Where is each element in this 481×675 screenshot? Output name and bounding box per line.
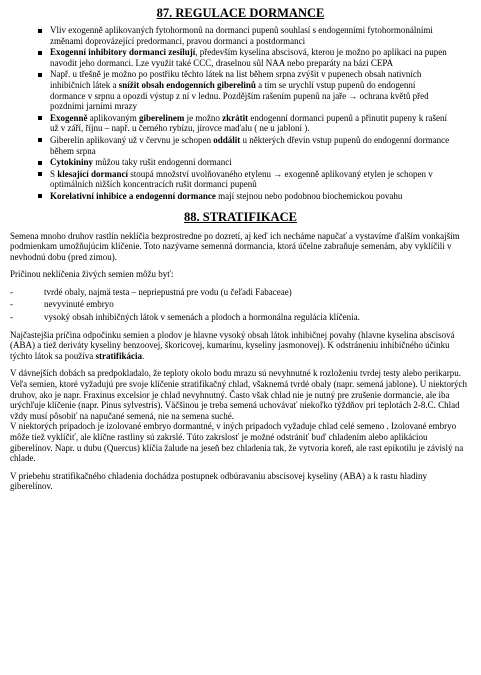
cause-item: - nevyvinuté embryo — [44, 299, 471, 310]
bullet-text: aplikovaným — [87, 112, 140, 123]
cause-item: - vysoký obsah inhibičných látok v semenách a plodoch a hormonálna regulácia klíčenia. — [44, 312, 471, 323]
bullet-bold-text: giberelinem — [139, 112, 185, 123]
regulace-bullet-item — [50, 47, 471, 68]
bullet-text: Např. u třešně je možno po postřiku těchto látek na list během srpna zvýšit v pupenech obsah nativních inhibičních látek a — [50, 69, 422, 90]
regulace-bullet-item — [50, 69, 471, 111]
bullet-bold-text: snížit obsah endogenních giberelinů — [118, 79, 256, 90]
regulace-bullet-item — [50, 191, 471, 202]
bullet-bold-text: Exogenně — [50, 112, 88, 123]
stratifikace-intro-paragraph: Semena mnoho druhov rastlín neklíčia bezprostredne po dozretí, aj keď ich necháme napučať a vystavíme ďalším vonkajším podmienkam umožňujúcim klíčenie. Toto nazývame semenná dormancia, ktorá účelne zabraňuje semenám, aby vyklíčili v nevhodnú dobu (pred zimou). — [10, 230, 460, 262]
regulace-bullet-item — [50, 113, 471, 134]
stratifikacia-term: stratifikácia — [95, 350, 142, 361]
cause-item: - tvrdé obaly, najmä testa – nepriepustná pre vodu (u čeľadi Fabaceae) — [44, 287, 471, 298]
bullet-bold-text: Cytokininy — [50, 157, 94, 168]
causes-lead-text: Príčinou neklíčenia živých semien môžu byť: — [10, 269, 174, 280]
inhibition-paragraph — [10, 330, 471, 362]
bullet-bold-text: Korelativní inhibice a endogenní dormance — [50, 190, 216, 201]
bullet-text: a tím se urychlí vstup pupenů do endogenní dormance v srpnu a opozdí výstup z ní v lednu. Pozdějším rašením pupenů na jaře → ochrana květů před pozdními jarními mrazy — [50, 79, 429, 112]
regulace-bullet-item — [50, 135, 471, 156]
history-paragraph: V dávnejších dobách sa predpokladalo, že teploty okolo bodu mrazu sú nevyhnutné k rozloženiu tvrdej testy alebo perikarpu. Veľa semien, ktoré vyžadujú pre svoje klíčenie stratifikačný chlad, všaknemá tvrdé obaly (napr. semená jablone). U niektorých druhov, ako je napr. Fraxinus excelsior je chlad nevyhnutný. Často však chlad nie je nutný pre zrušenie dormancie, ale iba urýchľuje klíčenie (napr. Pinus sylvestris). Väčšinou je treba semená uchovávať niekoľko týždňov pri teplotách 2-8.C. Chlad vždy musí pôsobiť na napučané semená, nie na semena suché. — [10, 368, 467, 421]
bullet-text: mají stejnou nebo podobnou biochemickou povahu — [215, 190, 403, 201]
section-title-regulace-dormance: 87. REGULACE DORMANCE — [156, 6, 325, 20]
bullet-bold-text: klesající dormancí — [57, 168, 129, 179]
bullet-text: endogenní dormanci pupenů a přinutit pupeny k rašení už v září, říjnu – např. u černého rybízu, jírovce maďalu ( ne u jabloní ). — [50, 112, 448, 134]
bullet-bold-text: zkrátit — [222, 112, 249, 123]
regulace-bullet-list — [10, 25, 471, 202]
embryo-paragraph: V niektorých prípadoch je izolované embryo dormantné, v iných prípadoch vyžaduje chlad celé semeno . Izolované embryo môže tiež vyklíčiť, ale klíčne rastliny sú zakrslé. Túto zakrslosť je možné odstrániť buď chladením alebo aplikáciou giberelínov. Napr. u dubu (Quercus) klíčia žalude na jeseň bez chladenia tak, že vytvoria koreň, ale rast epikotilu je závislý na chlade. — [10, 421, 464, 464]
bullet-text: , především kyselina abscisová, kterou je možno po aplikaci na pupen navodit jeho dormanci. Lze využít také CCC, draselnou sůl NAA nebo preparáty na bázi CEPA — [50, 47, 447, 68]
regulace-bullet-item — [50, 157, 471, 168]
bullet-text: je možno — [184, 112, 223, 123]
final-paragraph: V priebehu stratifikačného chladenia dochádza postupnek odbúravaniu abscisovej kyseliny (ABA) a k rastu hladiny giberelínov. — [10, 470, 427, 492]
bullet-text: Vliv exogenně aplikovaných fytohormonů na dormanci pupenů souhlasí s endogenními fytohormonálními změnami doprovázející predormanci, pravou dormanci a postdormanci — [50, 25, 433, 46]
inhibition-end: . — [141, 350, 145, 361]
bullet-text: S — [50, 168, 58, 179]
bullet-bold-text: Exogenní inhibitory dormanci zesilují — [50, 47, 196, 58]
causes-list — [10, 287, 471, 323]
bullet-text: u některých dřevin vstup pupenů do endogenní dormance během srpna — [50, 134, 450, 156]
inhibition-text: Najčastejšia príčina odpočinku semien a plodov je hlavne vysoký obsah látok inhibičnej povahy (hlavne kyselina abscisová (ABA) a tiež deriváty kyseliny benzoovej, škoricovej, kumarínu, kyseliny jasmonovej). K odstráneniu inhibičného účinku týchto látok sa používa — [10, 329, 455, 361]
regulace-bullet-item — [50, 25, 471, 46]
bullet-text: můžou taky rušit endogenní dormanci — [93, 157, 232, 168]
section-title-stratifikace: 88. STRATIFIKACE — [184, 209, 297, 224]
bullet-text: stoupá množství uvolňovaného etylenu → exogenně aplikovaný etylen je schopen v optimálních nižších koncentracích rušit dormanci pupenů — [50, 168, 433, 190]
bullet-bold-text: oddálit — [213, 134, 241, 145]
regulace-bullet-item — [50, 169, 471, 190]
bullet-text: Giberelin aplikovaný už v červnu je schopen — [50, 134, 214, 145]
